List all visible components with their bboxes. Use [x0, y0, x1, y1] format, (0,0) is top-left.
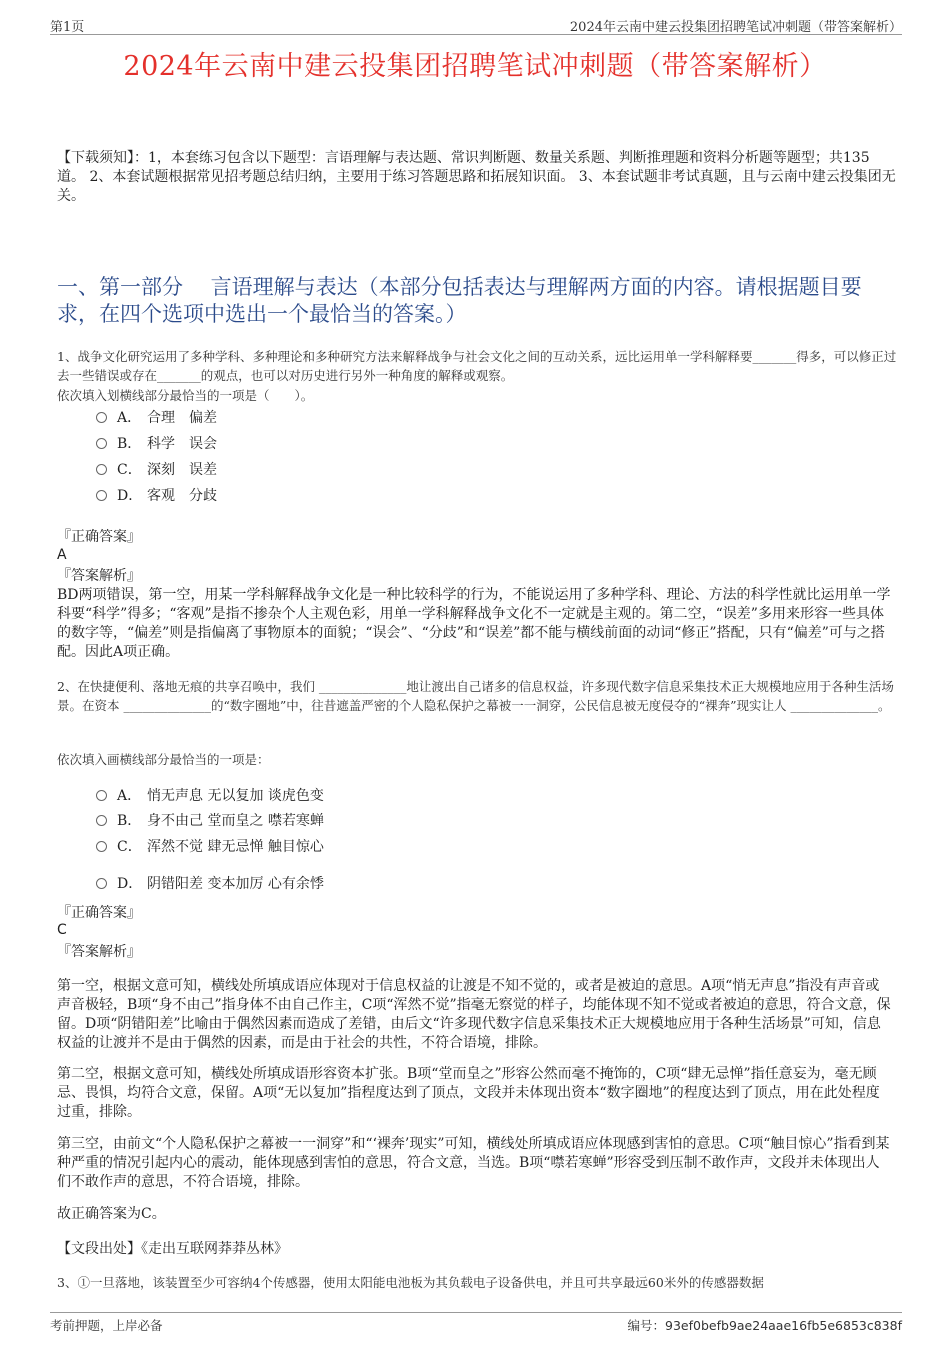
radio-icon[interactable] [96, 438, 107, 449]
q1-answer-label: 『正确答案』 [57, 529, 141, 545]
q1-prompt: 依次填入划横线部分最恰当的一项是（ ）。 [57, 388, 314, 403]
q1-analysis-label: 『答案解析』 [57, 568, 141, 584]
radio-icon[interactable] [96, 841, 107, 852]
q2-stem: 2、在快捷便利、落地无痕的共享召唤中，我们 ______________地让渡出自己诸多的信息权益，许多现代数字信息采集技术正大规模地应用于各种生活场景。在资本 ______________的“数字圈地”中，往昔遮盖严密的个人隐私保护之幕被一一洞穿，公民信息被无度侵夺的“裸奔”现实让人 ______________。 [57, 679, 894, 713]
section-title: 一、第一部分 言语理解与表达（本部分包括表达与理解两方面的内容。请根据题目要求，在四个选项中选出一个最恰当的答案。） [57, 275, 862, 326]
q1-option-b[interactable]: B． 科学 误会 [96, 433, 217, 455]
q3-stem: 3、①一旦落地，该装置至少可容纳4个传感器，使用太阳能电池板为其负载电子设备供电，并且可共享最远60米外的传感器数据 [57, 1275, 764, 1290]
download-notice: 【下载须知】：1，本套练习包含以下题型：言语理解与表达题、常识判断题、数量关系题、判断推理题和资料分析题等题型；共135道。 2、本套试题根据常见招考题总结归纳，主要用于练习答题思路和拓展知识面。 3、本套试题非考试真题，且与云南中建云投集团无关。 [57, 150, 896, 204]
q2-analysis-3: 第三空，由前文“个人隐私保护之幕被一一洞穿”和“‘裸奔’现实”可知，横线处所填成语应体现感到害怕的意思。C项“触目惊心”指看到某种严重的情况引起内心的震动，能体现感到害怕的意思，符合文意，当选。B项“噤若寒蝉”形容受到压制不敢作声，文段并未体现出人们不敢作声的意思，不符合语境，排除。 [57, 1136, 890, 1190]
page-footer [50, 1312, 902, 1333]
q2-analysis-1: 第一空，根据文意可知，横线处所填成语应体现对于信息权益的让渡是不知不觉的，或者是被迫的意思。A项“悄无声息”指没有声音或声音极轻，B项“身不由己”指身体不由自己作主，C项“浑然不觉”指毫无察觉的样子，均能体现不知不觉或者被迫的意思，符合文意，保留。D项“阴错阳差”比喻由于偶然因素而造成了差错，由后文“许多现代数字信息采集技术正大规模地应用于各种生活场景”可知，信息权益的让渡并不是由于偶然的因素，而是由于社会的共性，不符合语境，排除。 [57, 978, 891, 1051]
q2-option-b[interactable]: B． 身不由己 堂而皇之 噤若寒蝉 [96, 810, 324, 832]
q1-stem: 1、战争文化研究运用了多种学科、多种理论和多种研究方法来解释战争与社会文化之间的互动关系，远比运用单一学科解释要_______得多，可以修正过去一些错误或存在_______的观点，也可以对历史进行另外一种角度的解释或观察。 [57, 349, 897, 383]
q1-answer: A [57, 547, 67, 563]
page-header [50, 14, 902, 35]
page-number: 第1页 [50, 20, 85, 35]
radio-icon[interactable] [96, 464, 107, 475]
footer-slogan: 考前押题，上岸必备 [50, 1318, 163, 1333]
radio-icon[interactable] [96, 790, 107, 801]
radio-icon[interactable] [96, 412, 107, 423]
q1-option-d[interactable]: D． 客观 分歧 [96, 485, 217, 507]
q1-option-a[interactable]: A． 合理 偏差 [96, 407, 217, 429]
footer-code: 93ef0befb9ae24aae16fb5e6853c838f [665, 1318, 902, 1333]
footer-code-label: 编号： [627, 1318, 666, 1333]
header-doc-title: 2024年云南中建云投集团招聘笔试冲刺题（带答案解析） [569, 20, 902, 35]
radio-icon[interactable] [96, 878, 107, 889]
q2-option-c[interactable]: C． 浑然不觉 肆无忌惮 触目惊心 [96, 836, 324, 858]
q2-prompt: 依次填入画横线部分最恰当的一项是： [57, 752, 270, 767]
document-title: 2024年云南中建云投集团招聘笔试冲刺题（带答案解析） [123, 51, 827, 82]
q2-option-a[interactable]: A． 悄无声息 无以复加 谈虎色变 [96, 785, 324, 807]
q2-answer-label: 『正确答案』 [57, 905, 141, 921]
q1-analysis: BD两项错误，第一空，用某一学科解释战争文化是一种比较科学的行为，不能说运用了多种学科、理论、方法的科学性就比运用单一学科要“科学”得多；“客观”是指不掺杂个人主观色彩，用单一学科解释战争文化不一定就是主观的。第二空，“误差”多用来形容一些具体的数字等，“偏差”则是指偏离了事物原本的面貌；“误会”、“分歧”和“误差”都不能与横线前面的动词“修正”搭配，只有“偏差”可与之搭配。因此A项正确。 [57, 587, 891, 660]
footer-code-block [628, 1316, 902, 1334]
q1-option-c[interactable]: C． 深刻 误差 [96, 459, 217, 481]
q2-conclusion: 故正确答案为C。 [57, 1206, 166, 1222]
q2-analysis-2: 第二空，根据文意可知，横线处所填成语形容资本扩张。B项“堂而皇之”形容公然而毫不掩饰的，C项“肆无忌惮”指任意妄为，毫无顾忌、畏惧，均符合文意，保留。A项“无以复加”指程度达到了顶点，文段并未体现出资本“数字圈地”的程度达到了顶点，用在此处程度过重，排除。 [57, 1066, 880, 1120]
q2-option-d[interactable]: D． 阴错阳差 变本加厉 心有余悸 [96, 873, 324, 895]
q2-analysis-label: 『答案解析』 [57, 944, 141, 960]
q2-source: 【文段出处】《走出互联网莽莽丛林》 [57, 1241, 288, 1257]
radio-icon[interactable] [96, 815, 107, 826]
q2-answer: C [57, 922, 67, 938]
radio-icon[interactable] [96, 490, 107, 501]
